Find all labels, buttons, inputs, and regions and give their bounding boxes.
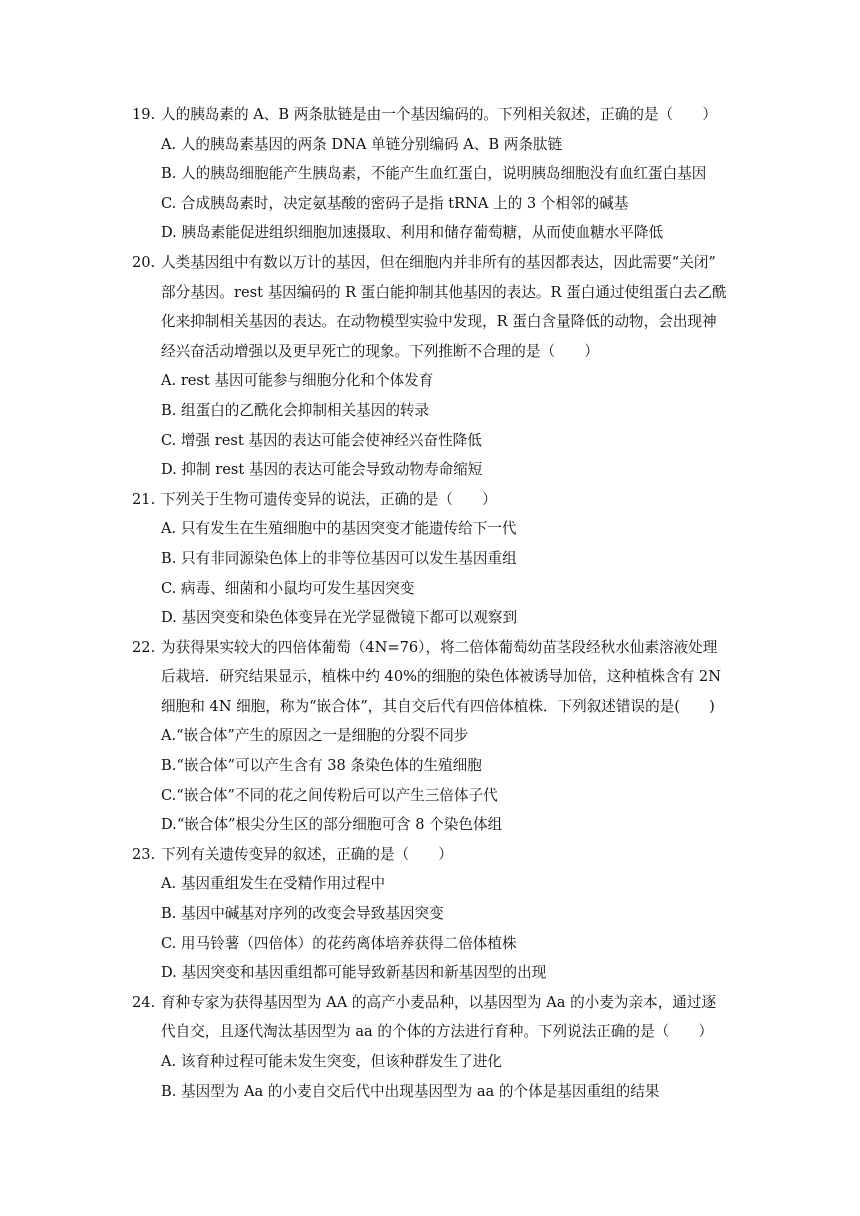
stem-line: 细胞和 4N 细胞，称为“嵌合体”，其自交后代有四倍体植株．下列叙述错误的是( ) bbox=[161, 697, 715, 715]
stem-line: 为获得果实较大的四倍体葡萄（4N=76），将二倍体葡萄幼苗茎段经秋水仙素溶液处理 bbox=[161, 638, 718, 656]
option-c: C. 用马铃薯（四倍体）的花药离体培养获得二倍体植株 bbox=[161, 934, 517, 952]
option-b: B. 基因中碱基对序列的改变会导致基因突变 bbox=[161, 905, 444, 923]
question-19 bbox=[132, 100, 740, 248]
question-number: 20. bbox=[132, 253, 156, 271]
question-stem bbox=[132, 248, 740, 278]
option-c: C. 合成胰岛素时，决定氨基酸的密码子是指 tRNA 上的 3 个相邻的碱基 bbox=[161, 194, 629, 212]
option-a: A. 基因重组发生在受精作用过程中 bbox=[161, 875, 386, 893]
stem-line: 化来抑制相关基因的表达。在动物模型实验中发现，R 蛋白含量降低的动物，会出现神 bbox=[161, 313, 717, 331]
question-list bbox=[132, 100, 740, 1106]
question-stem bbox=[132, 100, 740, 130]
stem-line: 后栽培．研究结果显示，植株中约 40%的细胞的染色体被诱导加倍，这种植株含有 2N bbox=[161, 668, 721, 686]
question-stem bbox=[132, 633, 740, 663]
question-number: 24. bbox=[132, 993, 156, 1011]
question-23 bbox=[132, 840, 740, 988]
question-stem bbox=[132, 988, 740, 1018]
stem-line: 下列有关遗传变异的叙述，正确的是（ ） bbox=[161, 845, 453, 863]
question-24 bbox=[132, 988, 740, 1106]
option-d: D. 抑制 rest 基因的表达可能会导致动物寿命缩短 bbox=[161, 461, 483, 479]
option-a: A. rest 基因可能参与细胞分化和个体发育 bbox=[161, 372, 434, 390]
option-c: C. 增强 rest 基因的表达可能会使神经兴奋性降低 bbox=[161, 431, 482, 449]
stem-line: 下列关于生物可遗传变异的说法，正确的是（ ） bbox=[161, 490, 497, 508]
option-c: C.“嵌合体”不同的花之间传粉后可以产生三倍体子代 bbox=[161, 786, 498, 804]
question-stem bbox=[132, 840, 740, 870]
question-number: 21. bbox=[132, 490, 156, 508]
option-d: D. 胰岛素能促进组织细胞加速摄取、利用和储存葡萄糖，从而使血糖水平降低 bbox=[161, 224, 664, 242]
question-22 bbox=[132, 633, 740, 840]
option-b: B. 人的胰岛细胞能产生胰岛素，不能产生血红蛋白，说明胰岛细胞没有血红蛋白基因 bbox=[161, 165, 707, 183]
question-number: 22. bbox=[132, 638, 156, 656]
option-a: A. 该育种过程可能未发生突变，但该种群发生了进化 bbox=[161, 1053, 502, 1070]
option-a: A. 只有发生在生殖细胞中的基因突变才能遗传给下一代 bbox=[161, 520, 517, 538]
option-d: D. 基因突变和基因重组都可能导致新基因和新基因型的出现 bbox=[161, 964, 547, 982]
option-b: B. 只有非同源染色体上的非等位基因可以发生基因重组 bbox=[161, 549, 517, 567]
stem-line: 人类基因组中有数以万计的基因，但在细胞内并非所有的基因都表达，因此需要“关闭” bbox=[161, 253, 716, 271]
stem-line: 部分基因。rest 基因编码的 R 蛋白能抑制其他基因的表达。R 蛋白通过使组蛋白去乙酰 bbox=[161, 283, 727, 301]
option-b: B.“嵌合体”可以产生含有 38 条染色体的生殖细胞 bbox=[161, 757, 482, 775]
option-a: A.“嵌合体”产生的原因之一是细胞的分裂不同步 bbox=[161, 727, 469, 745]
question-20 bbox=[132, 248, 740, 485]
option-d: D.“嵌合体”根尖分生区的部分细胞可含 8 个染色体组 bbox=[161, 816, 503, 834]
question-stem bbox=[132, 485, 740, 515]
option-a: A. 人的胰岛素基因的两条 DNA 单链分别编码 A、B 两条肽链 bbox=[161, 135, 563, 153]
stem-line: 育种专家为获得基因型为 AA 的高产小麦品种，以基因型为 Aa 的小麦为亲本，通过逐 bbox=[161, 993, 717, 1011]
question-number: 23. bbox=[132, 845, 156, 863]
question-21 bbox=[132, 485, 740, 633]
option-b: B. 基因型为 Aa 的小麦自交后代中出现基因型为 aa 的个体是基因重组的结果 bbox=[161, 1082, 660, 1100]
stem-line: 经兴奋活动增强以及更早死亡的现象。下列推断不合理的是（ ） bbox=[161, 342, 599, 360]
stem-line: 代自交，且逐代淘汰基因型为 aa 的个体的方法进行育种。下列说法正确的是（ ） bbox=[161, 1023, 714, 1041]
option-c: C. 病毒、细菌和小鼠均可发生基因突变 bbox=[161, 579, 415, 597]
stem-line: 人的胰岛素的 A、B 两条肽链是由一个基因编码的。下列相关叙述，正确的是（ ） bbox=[161, 106, 717, 123]
option-d: D. 基因突变和染色体变异在光学显微镜下都可以观察到 bbox=[161, 609, 518, 627]
question-number: 19. bbox=[132, 106, 156, 123]
option-b: B. 组蛋白的乙酰化会抑制相关基因的转录 bbox=[161, 401, 430, 419]
